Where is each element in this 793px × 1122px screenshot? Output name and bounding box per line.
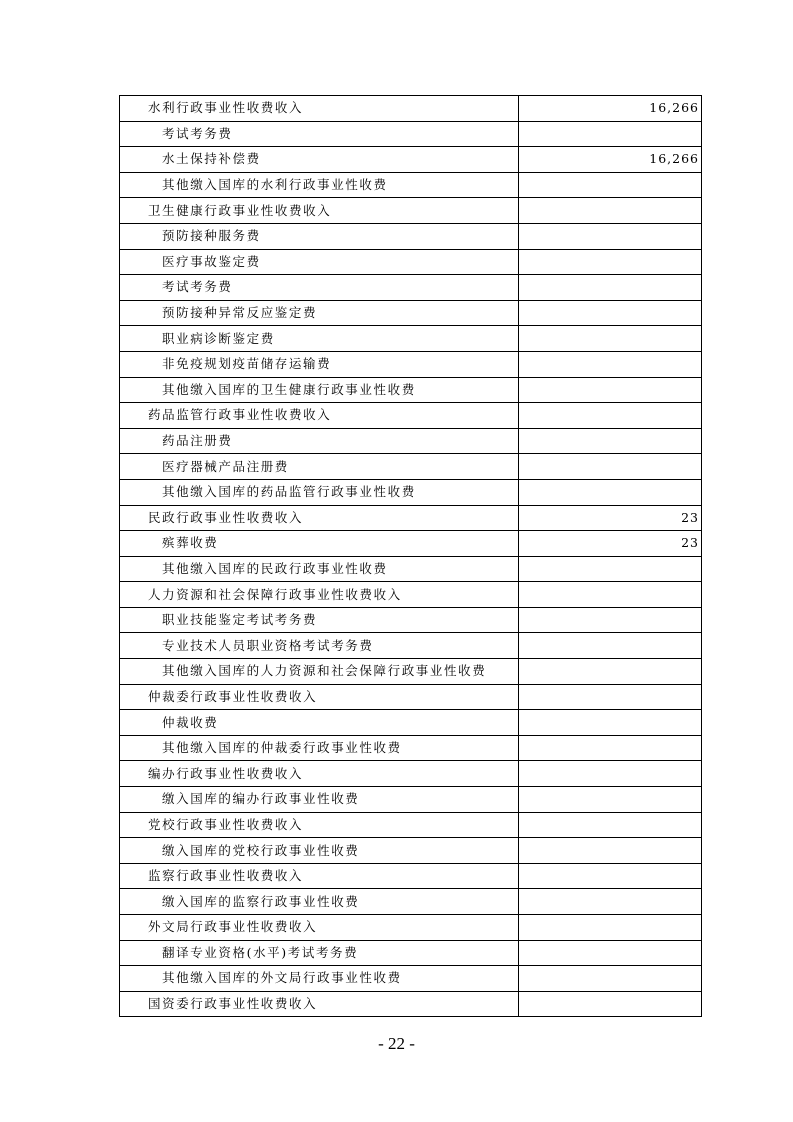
table-row <box>120 351 702 377</box>
table-row <box>120 659 702 685</box>
item-name-cell: 其他缴入国库的民政行政事业性收费 <box>120 556 519 582</box>
amount-cell <box>519 991 702 1017</box>
table-row <box>120 710 702 736</box>
amount-cell <box>519 454 702 480</box>
table-row <box>120 812 702 838</box>
item-name-cell: 其他缴入国库的外文局行政事业性收费 <box>120 966 519 992</box>
amount-cell <box>519 710 702 736</box>
amount-cell <box>519 556 702 582</box>
table-row <box>120 991 702 1017</box>
item-name-cell: 医疗事故鉴定费 <box>120 249 519 275</box>
amount-cell <box>519 249 702 275</box>
category-name-cell: 外文局行政事业性收费收入 <box>120 915 519 941</box>
amount-cell <box>519 761 702 787</box>
item-name-cell: 专业技术人员职业资格考试考务费 <box>120 633 519 659</box>
category-name-cell: 仲裁委行政事业性收费收入 <box>120 684 519 710</box>
item-name-cell: 其他缴入国库的水利行政事业性收费 <box>120 172 519 198</box>
item-name-cell: 预防接种异常反应鉴定费 <box>120 300 519 326</box>
table-row <box>120 96 702 122</box>
table-row <box>120 966 702 992</box>
table-row <box>120 198 702 224</box>
table-row <box>120 403 702 429</box>
item-name-cell: 缴入国库的监察行政事业性收费 <box>120 889 519 915</box>
amount-cell <box>519 863 702 889</box>
table-row <box>120 735 702 761</box>
table-row <box>120 172 702 198</box>
table-row <box>120 684 702 710</box>
item-name-cell: 医疗器械产品注册费 <box>120 454 519 480</box>
table-row <box>120 838 702 864</box>
category-name-cell: 民政行政事业性收费收入 <box>120 505 519 531</box>
amount-cell <box>519 659 702 685</box>
amount-cell <box>519 377 702 403</box>
category-name-cell: 药品监管行政事业性收费收入 <box>120 403 519 429</box>
amount-cell <box>519 172 702 198</box>
item-name-cell: 预防接种服务费 <box>120 223 519 249</box>
amount-cell <box>519 735 702 761</box>
item-name-cell: 职业病诊断鉴定费 <box>120 326 519 352</box>
category-name-cell: 编办行政事业性收费收入 <box>120 761 519 787</box>
amount-cell <box>519 223 702 249</box>
table-body <box>120 96 702 1017</box>
item-name-cell: 其他缴入国库的药品监管行政事业性收费 <box>120 479 519 505</box>
amount-cell <box>519 684 702 710</box>
amount-cell <box>519 351 702 377</box>
amount-cell <box>519 479 702 505</box>
table-row <box>120 787 702 813</box>
amount-cell: 23 <box>519 505 702 531</box>
table-row <box>120 275 702 301</box>
category-name-cell: 人力资源和社会保障行政事业性收费收入 <box>120 582 519 608</box>
amount-cell <box>519 326 702 352</box>
item-name-cell: 其他缴入国库的卫生健康行政事业性收费 <box>120 377 519 403</box>
item-name-cell: 其他缴入国库的仲裁委行政事业性收费 <box>120 735 519 761</box>
table-row <box>120 889 702 915</box>
item-name-cell: 非免疫规划疫苗储存运输费 <box>120 351 519 377</box>
category-name-cell: 水利行政事业性收费收入 <box>120 96 519 122</box>
item-name-cell: 药品注册费 <box>120 428 519 454</box>
category-name-cell: 卫生健康行政事业性收费收入 <box>120 198 519 224</box>
amount-cell <box>519 582 702 608</box>
item-name-cell: 水土保持补偿费 <box>120 147 519 173</box>
amount-cell <box>519 121 702 147</box>
item-name-cell: 仲裁收费 <box>120 710 519 736</box>
amount-cell <box>519 838 702 864</box>
category-name-cell: 国资委行政事业性收费收入 <box>120 991 519 1017</box>
table-row <box>120 915 702 941</box>
table-row <box>120 863 702 889</box>
table-row <box>120 479 702 505</box>
table-row <box>120 940 702 966</box>
table-row <box>120 377 702 403</box>
item-name-cell: 考试考务费 <box>120 121 519 147</box>
table-row <box>120 428 702 454</box>
amount-cell <box>519 607 702 633</box>
category-name-cell: 监察行政事业性收费收入 <box>120 863 519 889</box>
amount-cell <box>519 915 702 941</box>
amount-cell: 16,266 <box>519 147 702 173</box>
amount-cell <box>519 275 702 301</box>
item-name-cell: 缴入国库的编办行政事业性收费 <box>120 787 519 813</box>
amount-cell <box>519 428 702 454</box>
table-row <box>120 147 702 173</box>
amount-cell: 23 <box>519 531 702 557</box>
category-name-cell: 党校行政事业性收费收入 <box>120 812 519 838</box>
amount-cell <box>519 966 702 992</box>
amount-cell <box>519 940 702 966</box>
table-row <box>120 761 702 787</box>
item-name-cell: 其他缴入国库的人力资源和社会保障行政事业性收费 <box>120 659 519 685</box>
item-name-cell: 缴入国库的党校行政事业性收费 <box>120 838 519 864</box>
table-row <box>120 300 702 326</box>
amount-cell: 16,266 <box>519 96 702 122</box>
table-row <box>120 121 702 147</box>
fee-revenue-table <box>119 95 702 1017</box>
amount-cell <box>519 198 702 224</box>
table-row <box>120 556 702 582</box>
table-row <box>120 582 702 608</box>
table-row <box>120 326 702 352</box>
table-row <box>120 633 702 659</box>
amount-cell <box>519 889 702 915</box>
item-name-cell: 职业技能鉴定考试考务费 <box>120 607 519 633</box>
amount-cell <box>519 300 702 326</box>
amount-cell <box>519 787 702 813</box>
amount-cell <box>519 633 702 659</box>
item-name-cell: 翻译专业资格(水平)考试考务费 <box>120 940 519 966</box>
table-row <box>120 505 702 531</box>
amount-cell <box>519 812 702 838</box>
amount-cell <box>519 403 702 429</box>
table-row <box>120 531 702 557</box>
item-name-cell: 考试考务费 <box>120 275 519 301</box>
table-row <box>120 454 702 480</box>
table-row <box>120 607 702 633</box>
table-row <box>120 223 702 249</box>
item-name-cell: 殡葬收费 <box>120 531 519 557</box>
fee-revenue-table-container <box>119 95 699 1017</box>
table-row <box>120 249 702 275</box>
page-number: - 22 - <box>378 1034 415 1053</box>
